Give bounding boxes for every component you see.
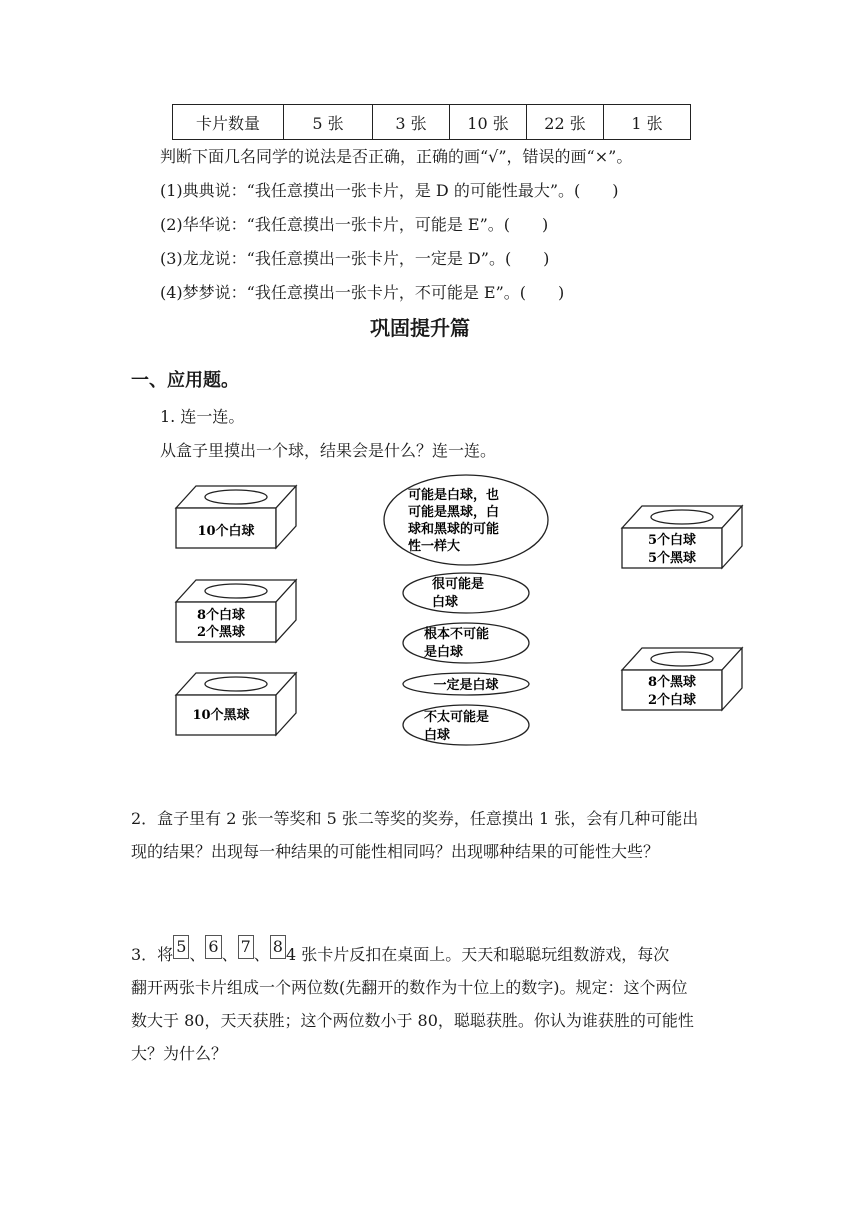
number-card-8: 8	[270, 935, 286, 959]
box-label: 8个黑球	[647, 675, 697, 690]
q3-line-2: 翻开两张卡片组成一个两位数(先翻开的数作为十位上的数字)。规定：这个两位	[131, 978, 688, 997]
part-heading: 一、应用题。	[131, 370, 239, 391]
q1-number: 1. 连一连。	[160, 407, 245, 426]
box-label: 5个黑球	[647, 551, 697, 566]
number-card-7: 7	[238, 935, 254, 959]
box-label: 10个黑球	[192, 708, 250, 723]
number-card-5: 5	[173, 935, 189, 959]
q3-line-4: 大？为什么？	[131, 1044, 228, 1063]
oval-label: 球和黑球的可能	[408, 522, 500, 537]
q3-lead: 3．将	[131, 945, 174, 964]
oval-label: 可能是白球，也	[408, 488, 500, 503]
table-cell: 22 张	[527, 105, 604, 140]
oval-label: 是白球	[424, 645, 464, 660]
left-box-2[interactable]	[176, 580, 296, 642]
left-box-1[interactable]	[176, 486, 296, 548]
judge-item-2: (2)华华说：“我任意摸出一张卡片，可能是 E”。( )	[160, 215, 549, 234]
left-box-3[interactable]	[176, 673, 296, 735]
oval-label: 可能是黑球，白	[408, 505, 500, 520]
number-card-6: 6	[205, 935, 221, 959]
oval-label: 一定是白球	[433, 678, 499, 693]
table-cell: 1 张	[604, 105, 691, 140]
oval-option-1[interactable]	[384, 475, 548, 565]
q3-line-1	[131, 938, 731, 971]
q3-sep: 、	[221, 945, 238, 964]
oval-option-4[interactable]	[403, 673, 529, 695]
q3-sep: 、	[253, 945, 270, 964]
judge-item-3: (3)龙龙说：“我任意摸出一张卡片，一定是 D”。( )	[160, 249, 550, 268]
box-label: 10个白球	[197, 524, 255, 539]
section-title: 巩固提升篇	[370, 316, 470, 340]
box-label: 2个黑球	[196, 625, 246, 640]
right-box-2[interactable]	[622, 648, 742, 710]
q3-sep: 、	[189, 945, 206, 964]
box-label: 8个白球	[196, 608, 246, 623]
oval-label: 性一样大	[408, 539, 461, 554]
judge-item-1: (1)典典说：“我任意摸出一张卡片，是 D 的可能性最大”。( )	[160, 181, 619, 200]
table-cell: 卡片数量	[173, 105, 284, 140]
q1-prompt: 从盒子里摸出一个球，结果会是什么？连一连。	[160, 441, 497, 460]
q3-text	[131, 938, 731, 1070]
box-label: 2个白球	[647, 693, 697, 708]
q3-after-cards: 4 张卡片反扣在桌面上。天天和聪聪玩组数游戏，每次	[285, 945, 670, 964]
oval-option-2[interactable]	[403, 573, 529, 613]
judge-instruction: 判断下面几名同学的说法是否正确，正确的画“√”，错误的画“×”。	[160, 147, 633, 166]
oval-label: 很可能是	[432, 577, 485, 592]
right-box-1[interactable]	[622, 506, 742, 568]
oval-option-3[interactable]	[403, 623, 529, 663]
q2-line-1: 2．盒子里有 2 张一等奖和 5 张二等奖的奖券，任意摸出 1 张，会有几种可能出	[131, 809, 699, 828]
oval-label: 白球	[432, 595, 459, 610]
oval-option-5[interactable]	[403, 705, 529, 745]
q3-line-3: 数大于 80，天天获胜；这个两位数小于 80，聪聪获胜。你认为谁获胜的可能性	[131, 1011, 694, 1030]
box-label: 5个白球	[647, 533, 697, 548]
q2-text	[131, 802, 731, 868]
table-cell: 3 张	[373, 105, 450, 140]
table-cell: 5 张	[284, 105, 373, 140]
judge-item-4: (4)梦梦说：“我任意摸出一张卡片，不可能是 E”。( )	[160, 283, 565, 302]
q2-line-2: 现的结果？出现每一种结果的可能性相同吗？出现哪种结果的可能性大些？	[131, 842, 660, 861]
oval-label: 不太可能是	[424, 710, 490, 725]
oval-label: 白球	[424, 728, 451, 743]
oval-label: 根本不可能	[424, 627, 490, 642]
table-cell: 10 张	[450, 105, 527, 140]
